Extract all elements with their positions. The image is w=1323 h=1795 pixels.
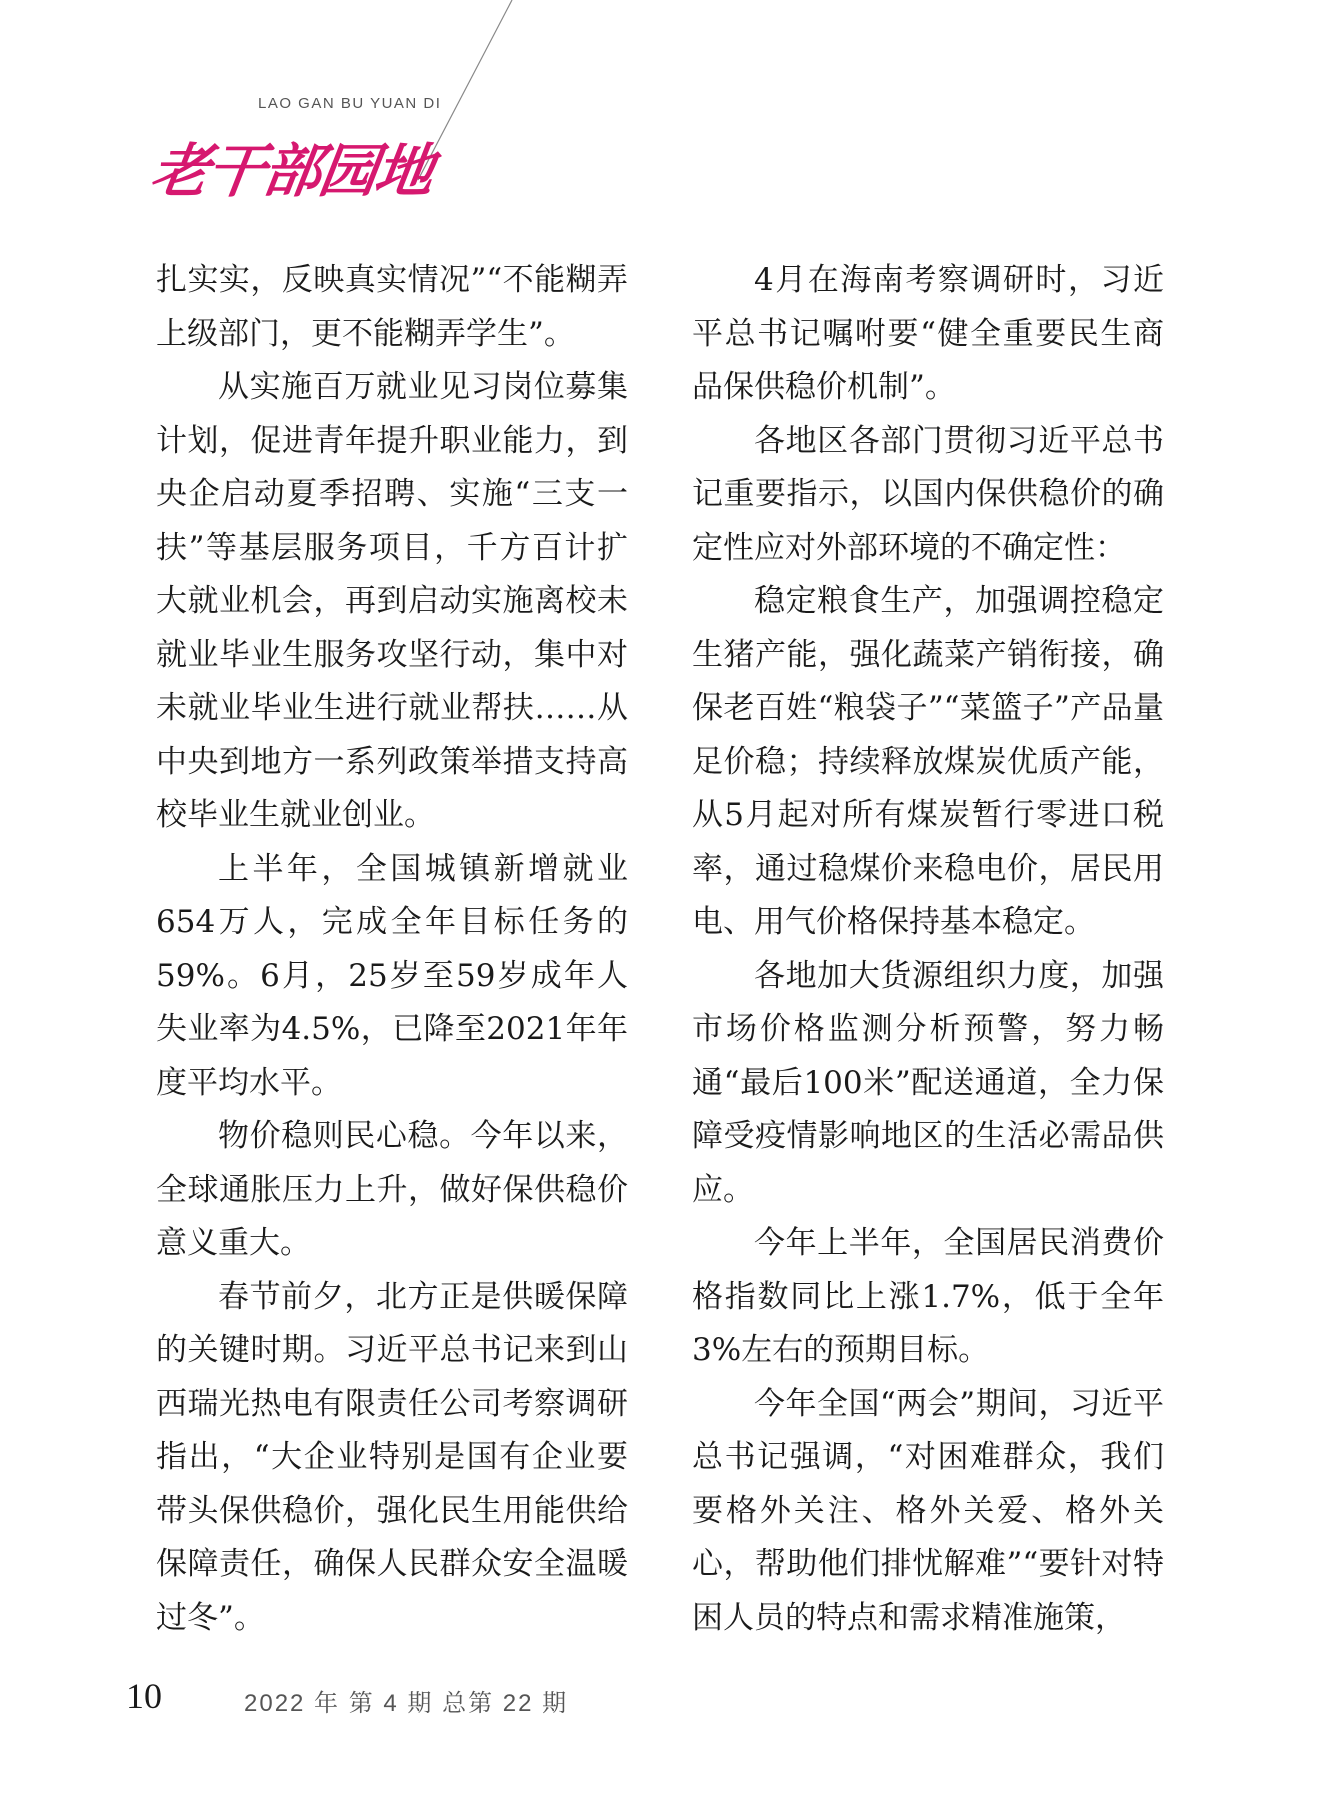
paragraph: 今年全国“两会”期间，习近平总书记强调，“对困难群众，我们要格外关注、格外关爱、格外关心，帮助他们排忧解难”“要针对特困人员的特点和需求精准施策， xyxy=(692,1385,1164,1636)
paragraph: 扎实实，反映真实情况”“不能糊弄上级部门，更不能糊弄学生”。 xyxy=(156,262,628,352)
issue-info: 2022 年 第 4 期 总第 22 期 xyxy=(244,1690,569,1717)
page-footer xyxy=(126,1675,826,1725)
page-number: 10 xyxy=(126,1676,162,1716)
paragraph: 4月在海南考察调研时，习近平总书记嘱咐要“健全重要民生商品保供稳价机制”。 xyxy=(692,262,1164,405)
left-text-column xyxy=(156,254,628,1645)
paragraph: 上半年，全国城镇新增就业654万人，完成全年目标任务的59%。6月，25岁至59岁成年人失业率为4.5%，已降至2021年年度平均水平。 xyxy=(156,850,628,1101)
paragraph: 各地区各部门贯彻习近平总书记重要指示，以国内保供稳价的确定性应对外部环境的不确定性： xyxy=(692,422,1164,566)
page-header xyxy=(0,0,1323,230)
paragraph: 各地加大货源组织力度，加强市场价格监测分析预警，努力畅通“最后100米”配送通道，全力保障受疫情影响地区的生活必需品供应。 xyxy=(692,957,1164,1208)
column-name-logo: 老干部园地 xyxy=(146,137,437,205)
right-text-column xyxy=(692,254,1164,1645)
column-name-pinyin: LAO GAN BU YUAN DI xyxy=(258,95,442,112)
paragraph: 今年上半年，全国居民消费价格指数同比上涨1.7%，低于全年3%左右的预期目标。 xyxy=(692,1225,1164,1368)
paragraph: 从实施百万就业见习岗位募集计划，促进青年提升职业能力，到央企启动夏季招聘、实施“三支一扶”等基层服务项目，千方百计扩大就业机会，再到启动实施离校未就业毕业生服务攻坚行动，集中对未就业毕业生进行就业帮扶……从中央到地方一系列政策举措支持高校毕业生就业创业。 xyxy=(156,369,628,833)
paragraph: 春节前夕，北方正是供暖保障的关键时期。习近平总书记来到山西瑞光热电有限责任公司考察调研指出，“大企业特别是国有企业要带头保供稳价，强化民生用能供给保障责任，确保人民群众安全温暖过冬”。 xyxy=(156,1278,628,1636)
paragraph: 物价稳则民心稳。今年以来，全球通胀压力上升，做好保供稳价意义重大。 xyxy=(156,1118,628,1261)
paragraph: 稳定粮食生产，加强调控稳定生猪产能，强化蔬菜产销衔接，确保老百姓“粮袋子”“菜篮子”产品量足价稳；持续释放煤炭优质产能，从5月起对所有煤炭暂行零进口税率，通过稳煤价来稳电价，居民用电、用气价格保持基本稳定。 xyxy=(692,583,1164,940)
